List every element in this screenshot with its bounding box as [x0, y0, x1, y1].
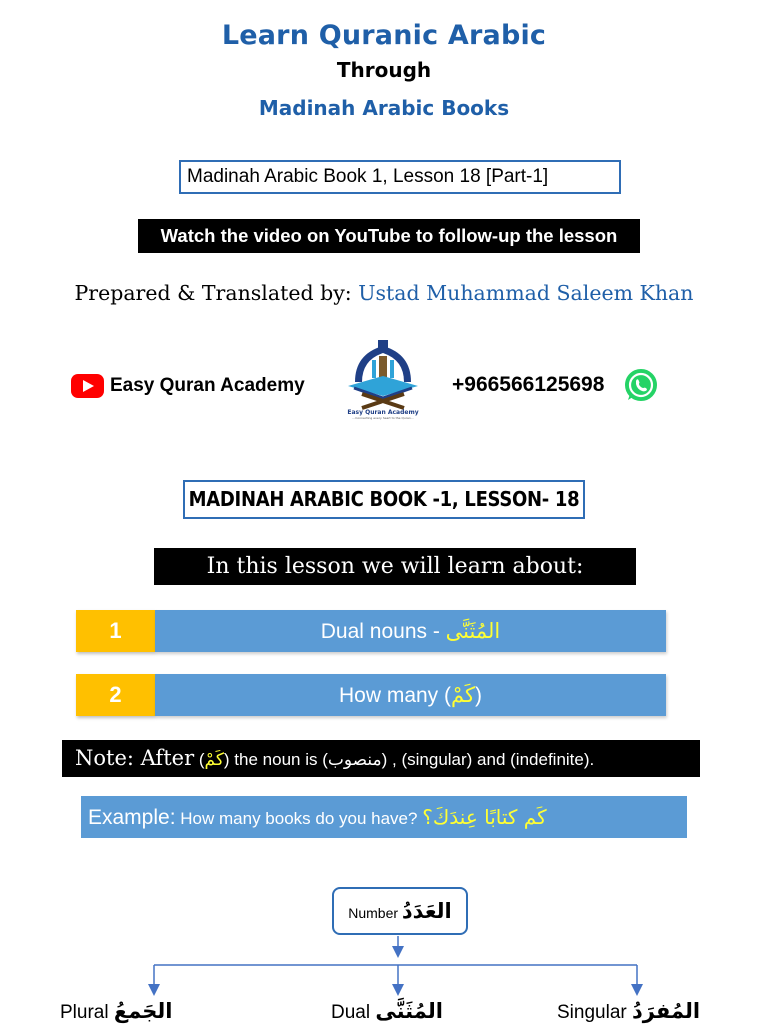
subtitle-books: Madinah Arabic Books — [258, 96, 510, 120]
author-name: Ustad Muhammad Saleem Khan — [358, 281, 694, 305]
topic-2-suffix: ) — [475, 684, 482, 707]
phone-number[interactable]: +966566125698 — [452, 373, 605, 396]
topic-1-text: Dual nouns - — [320, 620, 446, 643]
root-arabic: العَدَدُ — [401, 899, 452, 923]
item-number-1: 1 — [76, 610, 155, 652]
leaf-singular: Singular المُفرَدُ — [557, 999, 701, 1023]
leaf-dual: Dual المُثَنَّى — [331, 999, 443, 1023]
note-bar: Note: After (كَمْ) the noun is (منصوب) , (singular) and (indefinite). — [62, 740, 700, 777]
lesson-title-box: Madinah Arabic Book 1, Lesson 18 [Part-1] — [179, 160, 621, 194]
logo-tagline: ...Connecting every heart to the Quran... — [352, 416, 414, 420]
example-text: How many books do you have? — [175, 809, 423, 828]
page-title: Learn Quranic Arabic — [221, 20, 547, 51]
topic-1-arabic: المُثَنَّى — [445, 619, 501, 643]
example-lead: Example: — [88, 806, 176, 829]
topic-2-text: How many ( — [338, 684, 452, 707]
academy-channel-name[interactable]: Easy Quran Academy — [110, 375, 305, 396]
prepared-label: Prepared & Translated by: — [74, 281, 352, 305]
book-lesson-box: MADINAH ARABIC BOOK -1, LESSON- 18 — [183, 480, 585, 519]
note-arabic: كَمْ — [204, 750, 224, 770]
item-number-2: 2 — [76, 674, 155, 716]
root-english: Number — [348, 905, 399, 921]
note-text: ) the noun is (منصوب) , (singular) and (indefinite). — [223, 750, 595, 769]
logo-text: Easy Quran Academy — [347, 409, 419, 416]
leaf-plural: Plural الجَمعُ — [60, 999, 173, 1023]
example-arabic: كَم كتابًا عِندَكَ؟ — [422, 805, 547, 829]
topic-2-arabic: كَمْ — [451, 683, 475, 707]
note-lead: Note: After — [75, 746, 195, 770]
lesson-intro-bar: In this lesson we will learn about: — [154, 548, 636, 585]
subtitle-through: Through — [336, 58, 432, 82]
youtube-notice-bar[interactable]: Watch the video on YouTube to follow-up the lesson — [138, 219, 640, 253]
number-root-box — [332, 887, 468, 935]
